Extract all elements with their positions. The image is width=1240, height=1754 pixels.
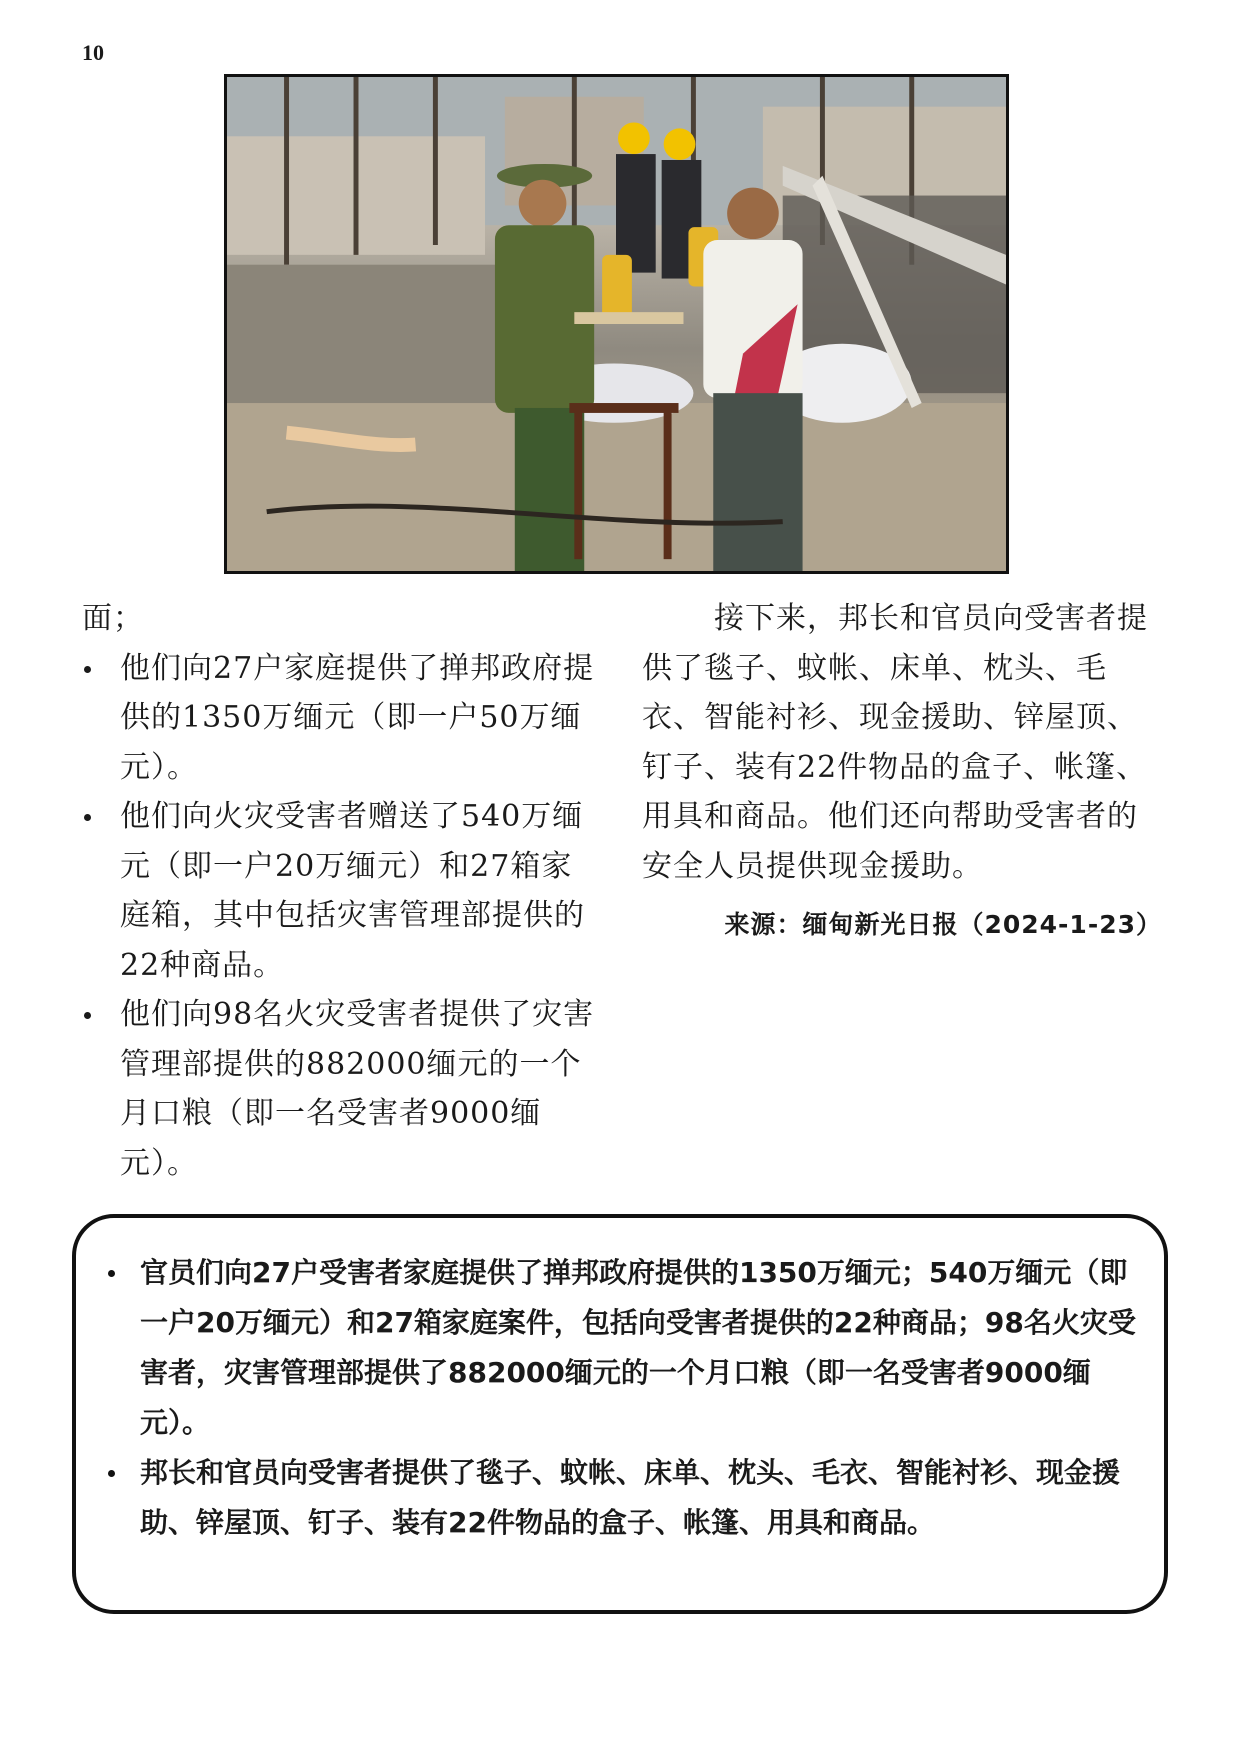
summary-box bbox=[72, 1214, 1168, 1614]
source-citation: 来源：缅甸新光日报（2024-1-23） bbox=[724, 910, 1162, 939]
summary-item: 官员们向27户受害者家庭提供了掸邦政府提供的1350万缅元；540万缅元（即一户20万缅元）和27箱家庭案件，包括向受害者提供的22种商品；98名火灾受害者，灾害管理部提供了882000缅元的一个月口粮（即一名受害者9000缅元）。 bbox=[104, 1248, 1136, 1448]
body-paragraph: 接下来，邦长和官员向受害者提供了毯子、蚊帐、床单、枕头、毛衣、智能衬衫、现金援助、锌屋顶、钉子、装有22件物品的盒子、帐篷、用具和商品。他们还向帮助受害者的安全人员提供现金援助。 bbox=[642, 601, 1148, 884]
continued-text: 面； bbox=[82, 601, 144, 636]
photo-illustration bbox=[227, 77, 1006, 571]
right-column bbox=[642, 594, 1162, 945]
list-item: 他们向98名火灾受害者提供了灾害管理部提供的882000缅元的一个月口粮（即一名受害者9000缅元）。 bbox=[82, 990, 602, 1188]
list-item: 他们向27户家庭提供了掸邦政府提供的1350万缅元（即一户50万缅元）。 bbox=[82, 644, 602, 793]
news-photo bbox=[224, 74, 1009, 574]
page-number: 10 bbox=[82, 40, 104, 65]
aid-list bbox=[82, 644, 602, 1189]
summary-list bbox=[104, 1248, 1136, 1548]
left-column bbox=[82, 594, 602, 1188]
list-item: 他们向火灾受害者赠送了540万缅元（即一户20万缅元）和27箱家庭箱，其中包括灾害管理部提供的22种商品。 bbox=[82, 792, 602, 990]
summary-item: 邦长和官员向受害者提供了毯子、蚊帐、床单、枕头、毛衣、智能衬衫、现金援助、锌屋顶、钉子、装有22件物品的盒子、帐篷、用具和商品。 bbox=[104, 1448, 1136, 1548]
